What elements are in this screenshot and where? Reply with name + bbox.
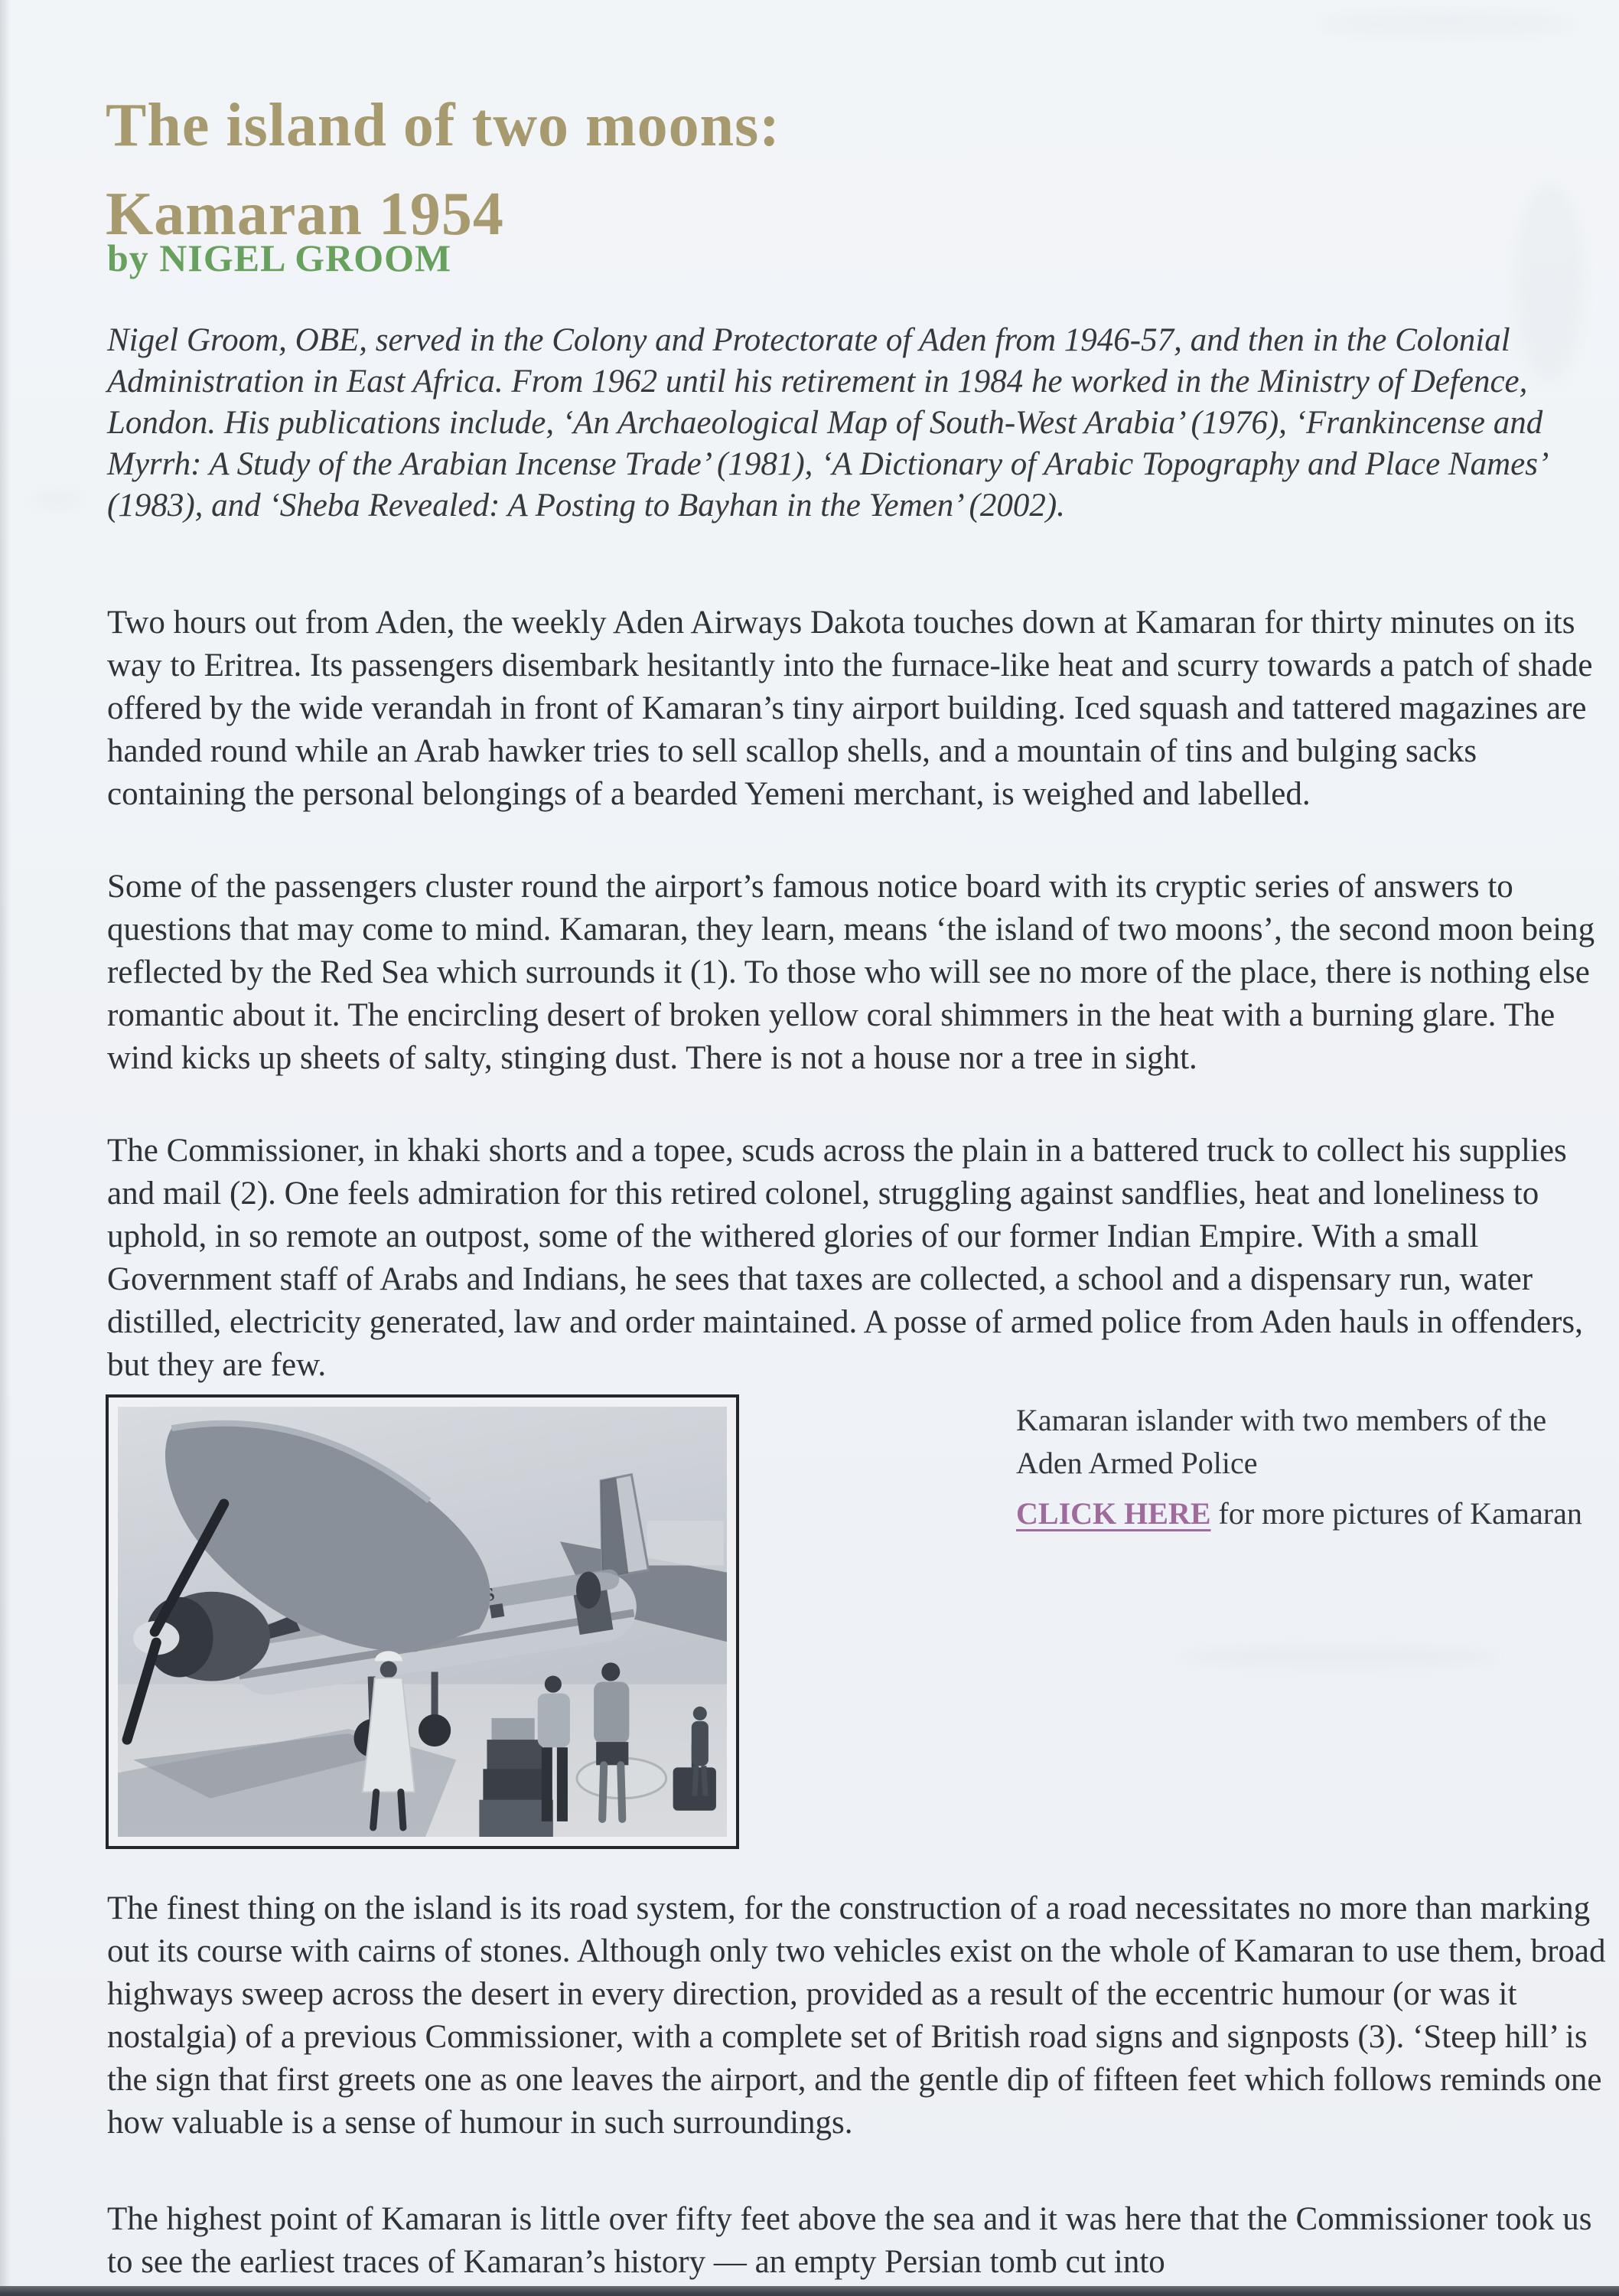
airplane-photo-illustration bbox=[118, 1407, 727, 1837]
photo-caption: Kamaran islander with two members of the Aden Armed Police bbox=[1016, 1403, 1547, 1480]
page-title-line2: Kamaran 1954 bbox=[106, 180, 504, 248]
click-here-link[interactable]: CLICK HERE bbox=[1016, 1496, 1211, 1531]
page-title-line1: The island of two moons: bbox=[106, 91, 780, 159]
scan-smudge bbox=[31, 490, 84, 510]
figure-at-door bbox=[576, 1572, 601, 1609]
scan-edge-shadow bbox=[0, 0, 11, 2296]
link-suffix-text: for more pictures of Kamaran bbox=[1210, 1496, 1582, 1531]
page-title bbox=[106, 81, 1253, 259]
paragraph-2: Some of the passengers cluster round the airport’s famous notice board with its cryptic series of answers to questions that may come to mind. Kamaran, they learn, means ‘the island of two moons’, the second moon being reflected by the Red Sea which surrounds it (1). To those who will see no more of the place, there is nothing else romantic about it. The encircling desert of broken yellow coral shimmers in the heat with a burning glare. The wind kicks up sheets of salty, stinging dust. There is not a house nor a tree in sight. bbox=[107, 869, 1595, 1076]
paragraph-3: The Commissioner, in khaki shorts and a topee, scuds across the plain in a battered truck to collect his supplies and mail (2). One feels admiration for this retired colonel, struggling against sandflies, heat and loneliness to uphold, in so remote an outpost, some of the withered glories of our former Indian Empire. With a small Government staff of Arabs and Indians, he sees that taxes are collected, a school and a dispensary run, water distilled, electricity generated, law and order maintained. A posse of armed police from Aden hauls in offenders, but they are few. bbox=[107, 1133, 1583, 1383]
paragraph-5: The highest point of Kamaran is little over fifty feet above the sea and it was here that the Commissioner took us to see the earliest traces of Kamaran’s history — an empty Persian tomb cut into bbox=[107, 2201, 1592, 2280]
scan-bottom-edge bbox=[0, 2286, 1619, 2296]
scan-smudge bbox=[1178, 1645, 1500, 1668]
more-pictures-line bbox=[1016, 1494, 1598, 1534]
photo-aden-airways-dakota bbox=[106, 1394, 739, 1849]
byline: by NIGEL GROOM bbox=[107, 236, 452, 279]
scan-smudge bbox=[1316, 11, 1576, 37]
author-bio: Nigel Groom, OBE, served in the Colony and Protectorate of Aden from 1946-57, and then in the Colonial Administration in East Africa. From 1962 until his retirement in 1984 he worked in the Ministry of Defence, London. His publications include, ‘An Archaeological Map of South-West Arabia’ (1976), ‘Frankincense and Myrrh: A Study of the Arabian Incense Trade’ (1981), ‘A Dictionary of Arabic Topography and Place Names’ (1983), and ‘Sheba Revealed: A Posting to Bayhan in the Yemen’ (2002). bbox=[107, 322, 1546, 523]
paragraph-1: Two hours out from Aden, the weekly Aden Airways Dakota touches down at Kamaran for thirty minutes on its way to Eritrea. Its passengers disembark hesitantly into the furnace-like heat and scurry towards a patch of shade offered by the wide verandah in front of Kamaran’s tiny airport building. Iced squash and tattered magazines are handed round while an Arab hawker tries to sell scallop shells, and a mountain of tins and bulging sacks containing the personal belongings of a bearded Yemeni merchant, is weighed and labelled. bbox=[107, 605, 1593, 812]
paragraph-4: The finest thing on the island is its road system, for the construction of a road necessitates no more than marking out its course with cairns of stones. Although only two vehicles exist on the whole of Kamaran to use them, broad highways sweep across the desert in every direction, provided as a result of the eccentric humour (or was it nostalgia) of a previous Commissioner, with a complete set of British road signs and signposts (3). ‘Steep hill’ is the sign that first greets one as one leaves the airport, and the gentle dip of fifteen feet which follows reminds one how valuable is a sense of humour in such surroundings. bbox=[107, 1890, 1606, 2141]
